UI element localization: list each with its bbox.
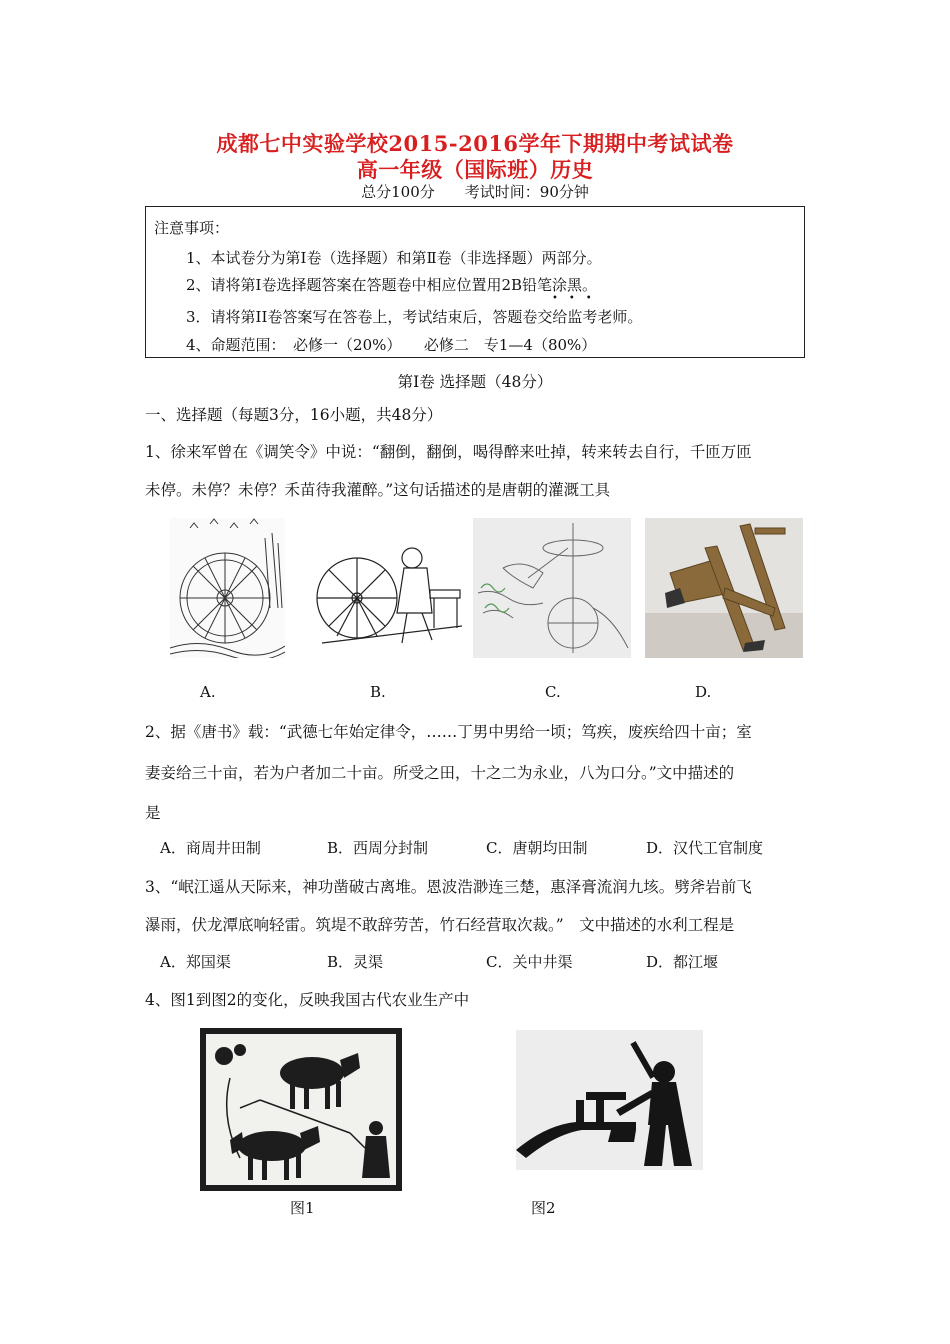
exam-title: 成都七中实验学校2015-2016学年下期期中考试试卷 [216, 131, 734, 156]
exam-subtitle: 高一年级（国际班）历史 [356, 157, 594, 182]
q2-option-d: D．汉代工官制度 [646, 839, 764, 857]
q2-line1: 2、据《唐书》载：“武德七年始定律令，……丁男中男给一顷；笃疾，废疾给四十亩；室 [145, 723, 752, 741]
exam-meta: 总分100分 考试时间：90分钟 [361, 183, 589, 201]
q3-option-b: B．灵渠 [327, 953, 384, 971]
q1-line1: 1、徐来军曾在《调笑令》中说：“翻倒，翻倒，喝得醉来吐掉，转来转去自行，千匝万匝 [145, 443, 752, 461]
q3-line2: 瀑雨，伏龙潭底响轻雷。筑堤不敢辞劳苦，竹石经营取次裁。” 文中描述的水利工程是 [145, 916, 735, 934]
q4-line1: 4、图1到图2的变化，反映我国古代农业生产中 [145, 991, 470, 1009]
figure-2-caption: 图2 [531, 1199, 556, 1217]
q2-option-b: B．西周分封制 [327, 839, 429, 857]
figure-1-caption: 图1 [290, 1199, 315, 1217]
q3-option-d: D．都江堰 [646, 953, 719, 971]
part-title: 一、选择题（每题3分，16小题，共48分） [145, 406, 443, 424]
notice-item: 4、命题范围： 必修一（20%） 必修二 专1—4（80%） [186, 336, 597, 354]
q3-option-c: C．关中井渠 [486, 953, 573, 971]
image-label-a: A. [200, 683, 216, 701]
q2-line3: 是 [145, 804, 161, 822]
image-label-b: B. [370, 683, 386, 701]
notice-item [186, 274, 597, 295]
notice-box [145, 206, 805, 358]
q2-option-c: C．唐朝均田制 [486, 839, 588, 857]
section-heading: 第Ⅰ卷 选择题（48分） [397, 373, 553, 391]
q3-line1: 3、“岷江遥从天际来，神功凿破古离堆。恩波浩渺连三楚，惠泽膏流润九垓。劈斧岩前飞 [145, 878, 752, 896]
waterwheel-illustration-a [170, 518, 285, 658]
ox-plough-figure-1 [200, 1028, 402, 1191]
image-label-d: D. [695, 683, 712, 701]
image-label-c: C. [545, 683, 561, 701]
water-lift-illustration-c [473, 518, 631, 658]
q3-option-a: A．郑国渠 [160, 953, 231, 971]
notice-item-text: 2、请将第Ⅰ卷选择题答案在答题卷中相应位置用2B铅笔涂黑。 [186, 276, 598, 294]
plough-figure-2 [516, 1030, 703, 1170]
spinning-wheel-illustration-b [312, 518, 462, 658]
q1-line2: 未停。未停？未停？禾苗待我灌醉。”这句话描述的是唐朝的灌溉工具 [145, 481, 611, 499]
q2-option-a: A．商周井田制 [160, 839, 261, 857]
plough-photo-d [645, 518, 803, 658]
notice-item: 3．请将第ⅠⅠ卷答案写在答卷上，考试结束后，答题卷交给监考老师。 [186, 308, 643, 326]
emphasis-dots: ••• [552, 293, 603, 304]
notice-heading: 注意事项： [154, 219, 230, 237]
q2-line2: 妻妾给三十亩，若为户者加二十亩。所受之田，十之二为永业，八为口分。”文中描述的 [145, 764, 735, 782]
notice-item: 1、本试卷分为第Ⅰ卷（选择题）和第Ⅱ卷（非选择题）两部分。 [186, 249, 602, 267]
